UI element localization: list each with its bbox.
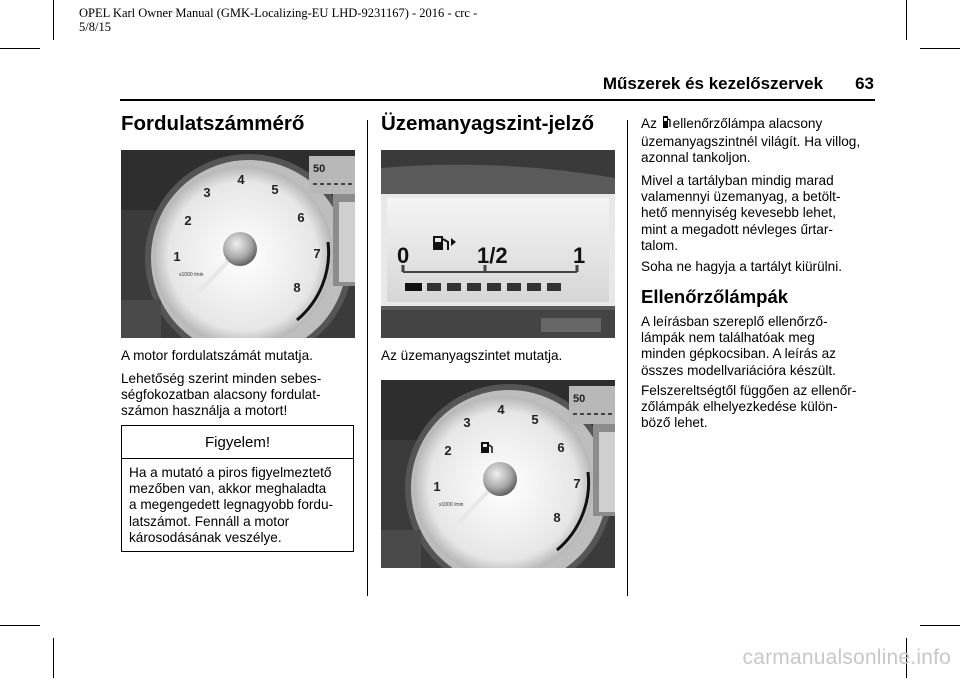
heading-warning-lamps: Ellenőrzőlámpák <box>641 286 789 307</box>
tach-number: 4 <box>237 172 245 187</box>
speed-label: 50 <box>313 163 326 175</box>
fuel-half-label: 1/2 <box>477 243 508 268</box>
tach-number: 8 <box>553 510 561 525</box>
print-meta <box>79 6 477 34</box>
print-meta-line1: OPEL Karl Owner Manual (GMK-Localizing-EU LHD-9231167) - 2016 - crc - <box>79 6 478 20</box>
tachometer-paragraph: Lehetőség szerint minden sebes- ségfokozatban alacsony fordulat- számon használja a motort! <box>121 371 322 419</box>
watermark-brand: carmanualsonline.info <box>742 646 951 669</box>
crop-mark <box>906 0 907 40</box>
crop-mark <box>0 48 40 49</box>
tachometer-fuel-image <box>381 380 615 568</box>
print-meta-line2: 5/8/15 <box>79 20 111 34</box>
header-rule <box>120 99 875 101</box>
tach-number: 6 <box>297 210 305 225</box>
tach-number: 5 <box>531 412 539 427</box>
tach-hub <box>483 462 517 496</box>
tank-capacity-paragraph: Mivel a tartályban mindig marad valamennyi üzemanyag, a betölt- hető mennyiség kevesebb lehet, mint a megadott névleges űrtar- talom. <box>641 173 841 253</box>
heading-fuel-gauge: Üzemanyagszint-jelző <box>381 112 595 135</box>
tach-number: 6 <box>557 440 565 455</box>
warning-text: Ha a mutató a piros figyelmeztető mezőben van, akkor meghaladta a megengedett legnagyobb fordu- latszámot. Fennáll a motor károsodásának veszélye. <box>129 465 334 545</box>
tach-number: 5 <box>271 182 279 197</box>
tach-number: 8 <box>293 280 301 295</box>
section-title: Műszerek és kezelőszervek <box>602 74 824 93</box>
low-fuel-lamp-paragraph: Az ellenőrzőlámpa alacsony üzemanyagszintnél világít. Ha villog, azonnal tankoljon. <box>641 116 861 166</box>
warning-box <box>121 425 354 552</box>
tach-hub <box>223 232 257 266</box>
crop-mark <box>0 625 40 626</box>
tachometer-caption: A motor fordulatszámát mutatja. <box>121 348 313 363</box>
column-divider <box>367 120 368 596</box>
crop-mark <box>53 0 54 40</box>
tach-number: 1 <box>173 249 181 264</box>
tach-number: 2 <box>184 213 192 228</box>
running-head <box>603 74 874 94</box>
fuel-gauge-image <box>381 150 615 338</box>
tach-number: 4 <box>497 402 505 417</box>
tach-number: 7 <box>573 476 581 491</box>
crop-mark <box>920 625 960 626</box>
fuel-gauge-caption: Az üzemanyagszintet mutatja. <box>381 348 563 363</box>
warning-lamps-paragraph: A leírásban szereplő ellenőrző- lámpák nem találhatóak meg minden gépkocsiban. A leírás az összes modellvariációra készült. <box>641 314 836 378</box>
heading-tachometer: Fordulatszámmérő <box>121 112 305 135</box>
fuel-full-label: 1 <box>573 243 586 268</box>
low-fuel-warning-icon <box>662 114 672 130</box>
speed-label: 50 <box>573 393 586 405</box>
tach-number: 1 <box>433 479 441 494</box>
tach-number: 2 <box>444 443 452 458</box>
tach-number: 3 <box>463 415 471 430</box>
column-divider <box>627 120 628 596</box>
crop-mark <box>920 48 960 49</box>
tach-unit: x1000 /min <box>439 502 464 508</box>
warning-title: Figyelem! <box>204 434 271 451</box>
page-number: 63 <box>855 74 874 93</box>
tach-unit: x1000 /min <box>179 272 204 278</box>
warning-separator <box>122 458 353 459</box>
lamp-position-paragraph: Felszereltségtől függően az ellenőr- zőlámpák elhelyezkedése külön- böző lehet. <box>641 383 857 431</box>
tach-number: 7 <box>313 246 321 261</box>
tach-number: 3 <box>203 185 211 200</box>
crop-mark <box>53 638 54 678</box>
fuel-empty-label: 0 <box>397 243 410 268</box>
empty-tank-paragraph: Soha ne hagyja a tartályt kiürülni. <box>641 259 843 274</box>
tachometer-image <box>121 150 355 338</box>
